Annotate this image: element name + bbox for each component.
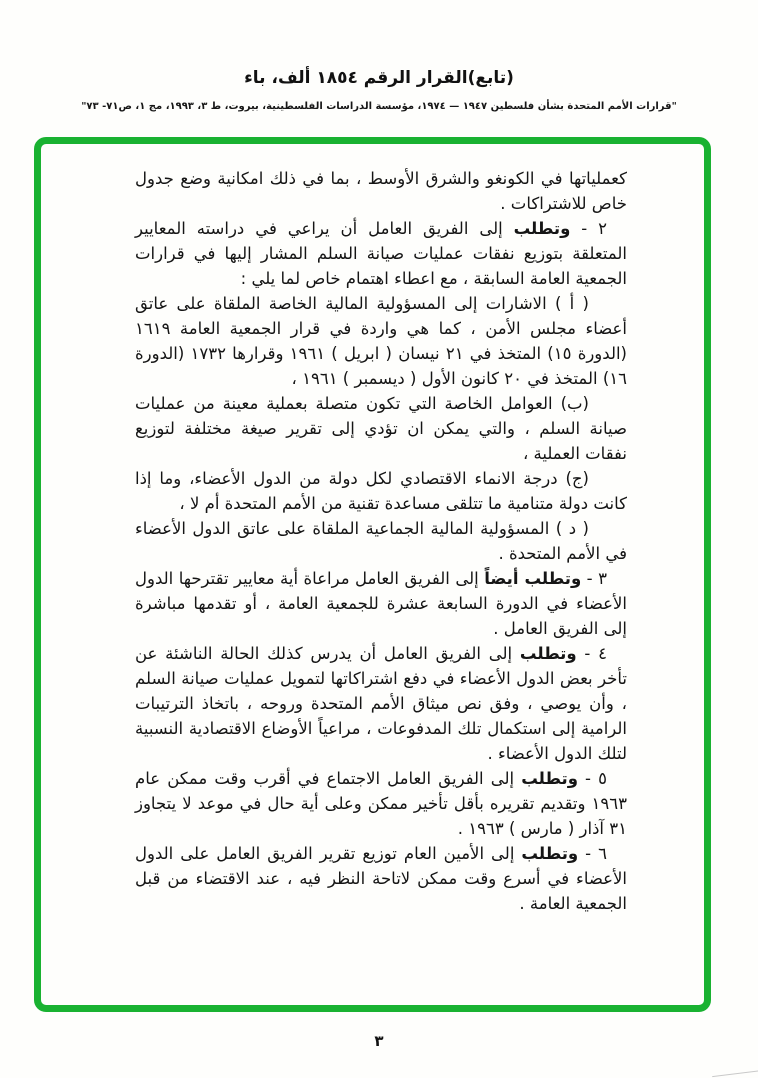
paragraph [135, 291, 627, 391]
paragraph-text: (ج) درجة الانماء الاقتصادي لكل دولة من الدول الأعضاء، وما إذا كانت دولة متنامية ما تتلقى مساعدة تقنية من الأمم المتحدة أم لا ، [135, 469, 627, 513]
paragraph [135, 566, 627, 641]
paragraph [135, 841, 627, 916]
document-body [135, 166, 627, 916]
paragraph-text: ٥ - [577, 769, 607, 788]
paragraph [135, 466, 627, 516]
paragraph [135, 516, 627, 566]
paragraph-bold-text: وتطلب [521, 769, 578, 788]
paragraph-bold-text: وتطلب [521, 844, 579, 863]
paragraph [135, 766, 627, 841]
paragraph-bold-text: وتطلب أيضاً [484, 569, 582, 588]
paragraph-text: إلى الفريق العامل أن يدرس كذلك الحالة الناشئة عن تأخر بعض الدول الأعضاء في دفع اشتراكاتها لتمويل عمليات صيانة السلم ، وأن يوصي ، وفق نص ميثاق الأمم المتحدة وروحه ، باتخاذ الترتيبات الرامية إلى استكمال تلك المدفوعات ، مراعياً الأوضاع الاقتصادية النسبية لتلك الدول الأعضاء . [135, 644, 627, 763]
paragraph-bold-text: وتطلب [519, 644, 577, 663]
paragraph-text: إلى الفريق العامل أن يراعي في دراسته المعايير المتعلقة بتوزيع نفقات عمليات صيانة السلم المشار إليها في قرارات الجمعية العامة السابقة ، مع اعطاء اهتمام خاص لما يلي : [135, 219, 627, 288]
paragraph-text: كعملياتها في الكونغو والشرق الأوسط ، بما في ذلك امكانية وضع جدول خاص للاشتراكات . [135, 169, 627, 213]
paragraph-text: إلى الفريق العامل الاجتماع في أقرب وقت ممكن عام ١٩٦٣ وتقديم تقريره بأقل تأخير ممكن وعلى أية حال في موعد لا يتجاوز ٣١ آذار ( مارس ) ١٩٦٣ . [135, 769, 627, 838]
paragraph [135, 166, 627, 216]
paragraph [135, 641, 627, 766]
resolution-continuation-title: (تابع)القرار الرقم ١٨٥٤ ألف، باء [244, 68, 514, 88]
scan-artifact-line [712, 1070, 758, 1077]
paragraph-text: (ب) العوامل الخاصة التي تكون متصلة بعملية معينة من عمليات صيانة السلم ، والتي يمكن ان تؤدي إلى تقرير صيغة مختلفة لتوزيع نفقات العملية ، [135, 394, 627, 463]
paragraph-text: ٢ - [570, 219, 607, 238]
paragraph-text: ٦ - [578, 844, 607, 863]
source-citation: "قرارات الأمم المتحدة بشأن فلسطين ١٩٤٧ — ١٩٧٤، مؤسسة الدراسات الفلسطينية، بيروت، ط ٣، ١٩٩٣، مج ١، ص٧١- ٧٣" [81, 101, 677, 112]
paragraph-text: ٤ - [576, 644, 607, 663]
paragraph-text: ( د ) المسؤولية المالية الجماعية الملقاة على عاتق الدول الأعضاء في الأمم المتحدة . [135, 519, 627, 563]
paragraph-text: إلى الأمين العام توزيع تقرير الفريق العامل على الدول الأعضاء في أسرع وقت ممكن لاتاحة النظر فيه ، عند الاقتضاء من قبل الجمعية العامة . [135, 844, 627, 913]
paragraph-text: ٣ - [581, 569, 607, 588]
paragraph-text: إلى الفريق العامل مراعاة أية معايير تقترحها الدول الأعضاء في الدورة السابعة عشرة للجمعية العامة ، أو تقدمها مباشرة إلى الفريق العامل . [135, 569, 627, 638]
page-number: ٣ [374, 1032, 384, 1050]
paragraph [135, 391, 627, 466]
paragraph-bold-text: وتطلب [513, 219, 571, 238]
paragraph [135, 216, 627, 291]
paragraph-text: ( أ ) الاشارات إلى المسؤولية المالية الخاصة الملقاة على عاتق أعضاء مجلس الأمن ، كما هي واردة في قرار الجمعية العامة ١٦١٩ (الدورة ١٥) المتخذ في ٢١ نيسان ( ابريل ) ١٩٦١ وقرارها ١٧٣٢ (الدورة ١٦) المتخذ في ٢٠ كانون الأول ( ديسمبر ) ١٩٦١ ، [135, 294, 627, 388]
